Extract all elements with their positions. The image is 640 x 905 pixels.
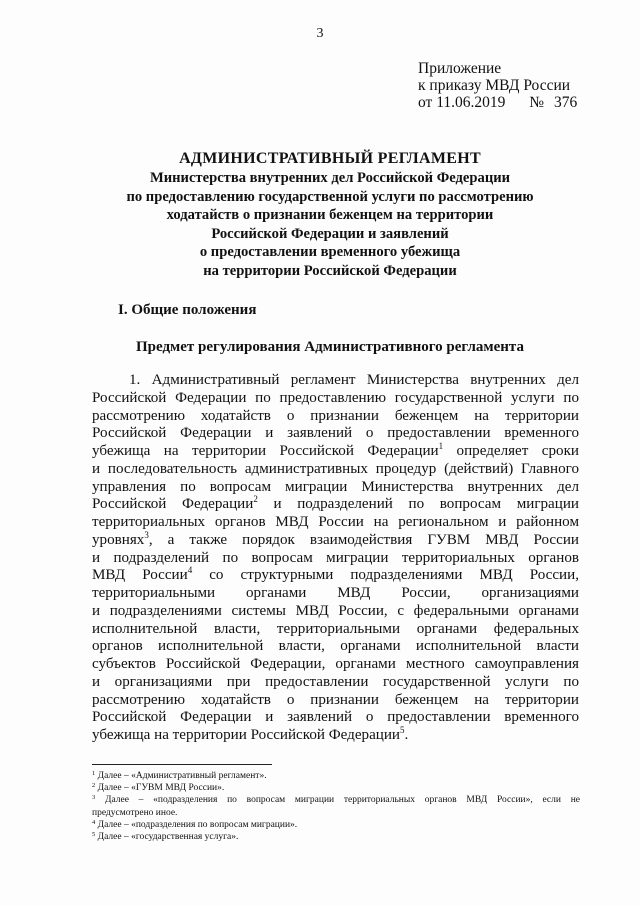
text-line: и подразделений по вопросам миграции территориальных органов	[92, 549, 579, 566]
footnote-number: 2	[92, 782, 96, 790]
footnote-divider	[92, 764, 272, 765]
footnote-ref[interactable]: 5	[400, 725, 405, 735]
title-line: Министерства внутренних дел Российской Федерации	[149, 170, 511, 186]
title-line: о предоставлении временного убежища	[199, 244, 461, 261]
text-line: Российской Федерации и заявлений о предоставлении временного	[92, 709, 579, 726]
appendix-date: 11.06.2019	[436, 94, 506, 111]
subject-heading: Предмет регулирования Административного регламента	[136, 339, 524, 355]
title-line: Российской Федерации и заявлений	[211, 225, 449, 242]
page-number: 3	[316, 26, 324, 41]
title-line: на территории Российской Федерации	[203, 262, 457, 279]
footnote-number: 4	[92, 818, 96, 826]
text-line: 1. Административный регламент Министерства внутренних дел	[129, 372, 579, 388]
text-line: МВД России$^4$ со структурными подразделениями МВД России,	[92, 565, 579, 584]
footnote-item: $^1$ Далее – «Административный регламент».	[92, 770, 267, 781]
footnote-number: 3	[92, 794, 96, 802]
text-line: управления по вопросам миграции Министерства внутренних дел	[92, 478, 579, 495]
text-line: убежища на территории Российской Федерации$^1$ определяет сроки	[92, 441, 579, 459]
text-line: Российской Федерации и заявлений о предоставлении временного	[92, 425, 579, 442]
text-line: территориальными органами МВД России, организациями	[92, 585, 579, 601]
text-line: рассмотрению ходатайств о признании беженцем на территории	[92, 407, 579, 424]
appendix-number-label: №	[529, 94, 545, 111]
footnote-ref[interactable]: 3	[144, 529, 149, 540]
footnote-item: $^3$ Далее – «подразделения по вопросам миграции территориальных органов МВД России», если не	[92, 794, 580, 806]
text-line: исполнительной власти, территориальными органами федеральных	[92, 620, 579, 637]
footnote-item: $^4$ Далее – «подразделения по вопросам миграции».	[92, 818, 298, 830]
footnotes	[92, 770, 580, 843]
appendix-header	[418, 60, 577, 111]
footnote-item-continuation: предусмотрено иное.	[92, 807, 178, 818]
appendix-line-1: Приложение	[418, 60, 502, 77]
text-line: Российской Федерации по предоставлению государственной услуги по	[92, 389, 579, 406]
text-line: уровнях$^3$, а также порядок взаимодействия ГУВМ МВД России	[92, 529, 579, 548]
text-line: Российской Федерации$^2$ и подразделений по вопросам миграции	[92, 494, 579, 513]
section-heading: I. Общие положения	[118, 302, 257, 318]
title-line: по предоставлению государственной услуги по рассмотрению	[126, 188, 534, 205]
text-line: убежища на территории Российской Федерации$^5$.	[92, 725, 409, 743]
text-line: и организациями при предоставлении государственной услуги по	[92, 673, 579, 690]
appendix-number: 376	[553, 94, 578, 111]
text-line: и последовательность административных процедур (действий) Главного	[92, 460, 579, 477]
footnote-ref[interactable]: 2	[253, 494, 258, 505]
footnote-number: 1	[92, 770, 96, 777]
paragraph-1	[92, 372, 579, 745]
footnote-ref[interactable]: 1	[438, 441, 444, 451]
footnote-number: 5	[92, 831, 96, 839]
title-line: ходатайств о признании беженцем на территории	[166, 207, 494, 224]
text-line: и подразделениями системы МВД России, с федеральными органами	[92, 602, 579, 619]
appendix-line-2: к приказу МВД России	[418, 77, 571, 94]
text-line: субъектов Российской Федерации, органами местного самоуправления	[92, 656, 579, 672]
footnote-item: $^2$ Далее – «ГУВМ МВД России».	[92, 782, 225, 794]
text-line: территориальных органов МВД России на региональном и районном	[92, 514, 579, 530]
appendix-date-prefix: от	[418, 94, 433, 111]
document-title	[0, 148, 640, 281]
footnote-item: $^5$ Далее – «государственная услуга».	[92, 831, 239, 843]
appendix-date-line	[418, 94, 577, 111]
title-main: АДМИНИСТРАТИВНЫЙ РЕГЛАМЕНТ	[179, 150, 481, 167]
text-line: рассмотрению ходатайств о признании беженцем на территории	[92, 691, 579, 708]
text-line: органов исполнительной власти, органами исполнительной власти	[92, 638, 579, 655]
footnote-ref[interactable]: 4	[187, 565, 193, 576]
